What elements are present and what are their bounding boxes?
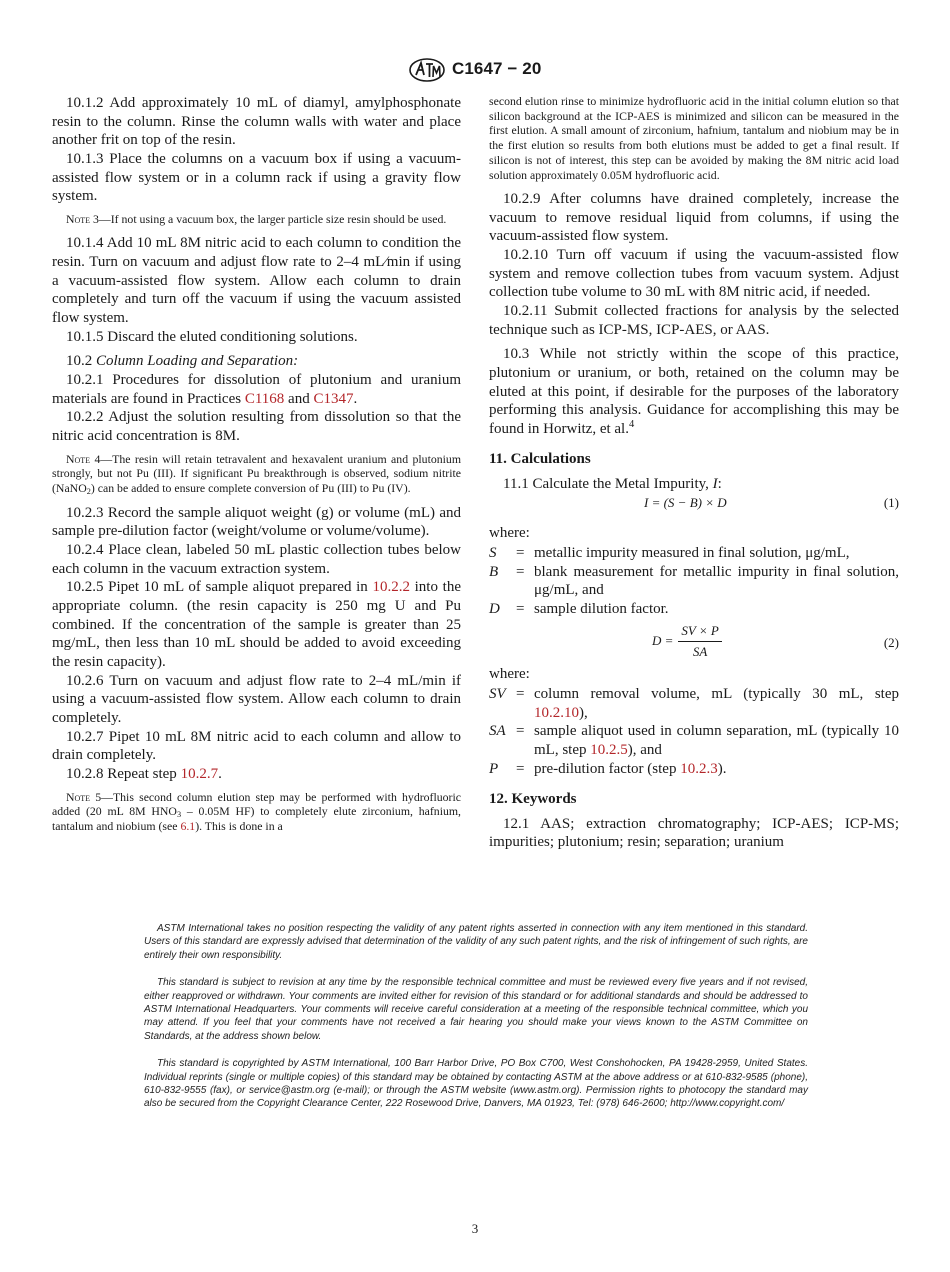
definition-sv-text: column removal volume, mL (typically 30 mL, step <box>534 686 899 703</box>
definition-row <box>489 563 899 600</box>
note-5 <box>52 790 461 834</box>
note-5-continued: second elution rinse to minimize hydrofluoric acid in the initial column elution so that silicon background at the ICP-AES is minimized and silicon can be measured in the first elution. A small amount of zirconium, hafnium, tantalum and niobium may be in the first elution so results from both elutions must be added to get a final result. If silicon is not of interest, this step can be avoided by making the 8M nitric acid load solution approximately 0.05M hydrofluoric acid. <box>489 94 899 182</box>
para-10-2-1-text: 10.2.1 Procedures for dissolution of plutonium and uranium materials are found in Practices <box>52 371 461 407</box>
para-10-1-4: 10.1.4 Add 10 mL 8M nitric acid to each column to condition the resin. Turn on vacuum and adjust flow rate to 2–4 mL⁄min if using a vacuum-assisted flow system. Allow each column to drain completely and turn off the vacuum if using the vacuum assisted flow system. <box>52 235 461 326</box>
para-10-2-8-text: 10.2.8 Repeat step <box>66 765 181 782</box>
equation-2 <box>489 622 899 660</box>
note-4 <box>52 452 461 496</box>
equation-2-lhs: D = <box>652 633 674 649</box>
note-5-text-a: —This second column elution step may be performed with hydrofluoric added (20 mL 8M HNO <box>52 789 461 819</box>
definitions-1 <box>489 544 899 618</box>
link-6-1[interactable]: 6.1 <box>180 818 196 833</box>
equation-1-body: I = (S − B) × D <box>644 494 727 510</box>
link-10-2-7[interactable]: 10.2.7 <box>180 765 219 782</box>
para-11-1-var: I <box>712 475 718 492</box>
definition-symbol: P <box>489 760 499 777</box>
equation-2-denominator: SA <box>692 644 708 660</box>
definition-equals: = <box>516 563 525 580</box>
link-c1168[interactable]: C1168 <box>244 390 285 407</box>
definitions-2 <box>489 685 899 778</box>
definition-row-sa <box>489 722 899 759</box>
section-11-heading: 11. Calculations <box>489 451 591 468</box>
link-10-2-3[interactable]: 10.2.3 <box>680 760 718 777</box>
note-3-text: —If not using a vacuum box, the larger particle size resin should be used. <box>98 211 447 226</box>
para-10-1-3: 10.1.3 Place the columns on a vacuum box if using a vacuum-assisted flow system or in a column rack if using a gravity flow system. <box>52 150 461 205</box>
note-4-label: Note 4 <box>66 451 101 466</box>
para-10-2-2: 10.2.2 Adjust the solution resulting from dissolution so that the nitric acid concentration is 8M. <box>52 409 461 444</box>
where-label-2: where: <box>489 665 530 682</box>
astm-logo-icon <box>409 58 445 82</box>
page-number: 3 <box>471 1221 479 1236</box>
link-10-2-2[interactable]: 10.2.2 <box>372 579 410 596</box>
definition-text: metallic impurity measured in final solution, μg/mL, <box>534 545 850 562</box>
legal-notice <box>144 922 808 1125</box>
section-10-2-heading <box>52 352 461 371</box>
para-10-2-8-end: . <box>218 765 222 782</box>
definition-symbol: S <box>489 545 497 562</box>
note-5-subscript: 3 <box>176 810 182 820</box>
equation-2-body <box>652 622 722 660</box>
definition-row <box>489 544 899 563</box>
note-5-label: Note 5 <box>66 789 102 804</box>
definition-row-sv <box>489 685 899 722</box>
para-10-2-6: 10.2.6 Turn on vacuum and adjust flow rate to 2–4 mL/min if using a vacuum-assisted flow system. Allow each column to drain completely. <box>52 672 461 726</box>
section-10-2-title: Column Loading and Separation: <box>96 353 299 370</box>
definition-symbol: SV <box>489 686 506 703</box>
para-12-1: 12.1 AAS; extraction chromatography; ICP-AES; ICP-MS; impurities; plutonium; resin; separation; uranium <box>489 815 899 851</box>
page-header <box>0 58 950 84</box>
link-c1347[interactable]: C1347 <box>313 390 354 407</box>
equation-2-fraction <box>678 622 721 662</box>
para-11-1-end: : <box>717 475 722 492</box>
para-10-1-2: 10.1.2 Add approximately 10 mL of diamyl, amylphosphonate resin to the column. Rinse the column walls with water and place another frit on top of the resin. <box>52 95 461 149</box>
note-5-text-c: ). This is done in a <box>195 818 283 833</box>
para-10-2-10: 10.2.10 Turn off vacuum if using the vacuum-assisted flow system and remove collection tubes from vacuum system. Adjust collection tube volume to 30 mL with 8M nitric acid, if needed. <box>489 247 899 301</box>
para-10-2-1-mid: and <box>284 390 314 407</box>
definition-text <box>534 760 899 779</box>
para-10-2-4: 10.2.4 Place clean, labeled 50 mL plastic collection tubes below each column in the vacuum extraction system. <box>52 542 461 577</box>
definition-p-text: pre-dilution factor (step <box>534 760 681 777</box>
definition-row-p <box>489 760 899 779</box>
para-10-2-5-text-a: 10.2.5 Pipet 10 mL of sample aliquot prepared in <box>66 579 373 596</box>
link-10-2-5[interactable]: 10.2.5 <box>590 742 628 759</box>
para-11-1-text: 11.1 Calculate the Metal Impurity, <box>503 475 713 492</box>
note-4-subscript: 2 <box>86 487 91 497</box>
legal-revision-notice: This standard is subject to revision at any time by the responsible technical committee and must be reviewed every five years and if not revised, either reapproved or withdrawn. Your comments are invited either for revision of this standard or for additional standards and should be addressed to ASTM International Headquarters. Your comments will receive careful consideration at a meeting of the responsible technical committee, which you may attend. If you feel that your comments have not received a fair hearing you should make your views known to the ASTM Committee on Standards, at the address shown below. <box>144 977 808 1042</box>
definition-equals: = <box>516 601 525 618</box>
definition-symbol: D <box>489 601 500 618</box>
para-10-2-5-text-b: into the appropriate column. (the resin capacity is 250 mg U and Pu combined. If the concentration of the sample is greater than 25 mg/mL, then less than 10 mL should be added to avoid exceeding the resin capacity). <box>52 579 461 670</box>
definition-row <box>489 600 899 619</box>
definition-equals: = <box>516 760 525 777</box>
para-10-2-9: 10.2.9 After columns have drained completely, increase the vacuum to remove residual liquid from columns, if using the vacuum-assisted flow system. <box>489 191 899 245</box>
note-4-text-a: —The resin will retain tetravalent and hexavalent uranium and plutonium strongly, but not Pu (III). If significant Pu breakthrough is observed, sodium nitrite (NaNO <box>52 451 461 495</box>
definition-text <box>534 722 899 759</box>
para-10-1-5: 10.1.5 Discard the eluted conditioning solutions. <box>66 328 358 345</box>
legal-copyright-notice: This standard is copyrighted by ASTM International, 100 Barr Harbor Drive, PO Box C700, West Conshohocken, PA 19428-2959, United States. Individual reprints (single or multiple copies) of this standard may be obtained by contacting ASTM at the above address or at 610-832-9585 (phone), 610-832-9555 (fax), or service@astm.org (e-mail); or through the ASTM website (www.astm.org). Permission rights to photocopy the standard may also be secured from the Copyright Clearance Center, 222 Rosewood Drive, Danvers, MA 01923, Tel: (978) 646-2600; http://www.copyright.com/ <box>144 1058 808 1110</box>
definition-symbol: SA <box>489 723 506 740</box>
note-4-text-b: ) can be added to ensure complete conversion of Pu (III) to Pu (IV). <box>90 480 411 495</box>
definition-p-end: ). <box>717 760 727 777</box>
equation-1 <box>489 494 899 518</box>
note-3 <box>52 212 461 227</box>
definition-sv-end: ), <box>579 704 588 721</box>
note-3-label: Note 3 <box>66 211 99 226</box>
para-10-2-8 <box>52 765 461 784</box>
definition-text: sample dilution factor. <box>534 601 669 618</box>
definition-sa-text: sample aliquot used in column separation, mL (typically 10 mL, step <box>534 723 899 759</box>
para-10-2-3: 10.2.3 Record the sample aliquot weight (g) or volume (mL) and sample pre-dilution factor (weight/volume or volume/volume). <box>52 504 461 540</box>
equation-2-numerator: SV × P <box>678 622 721 643</box>
para-10-2-7: 10.2.7 Pipet 10 mL 8M nitric acid to each column and allow to drain completely. <box>52 728 461 764</box>
definition-symbol: B <box>489 563 499 580</box>
note-5-text-b: – 0.05M HF) to completely elute zirconium, hafnium, tantalum and niobium (see <box>52 804 461 833</box>
para-10-2-5 <box>52 578 461 671</box>
where-label-1: where: <box>489 524 530 541</box>
document-number: C1647 − 20 <box>452 59 542 78</box>
definition-text <box>534 685 899 722</box>
link-10-2-10[interactable]: 10.2.10 <box>534 704 579 721</box>
definition-equals: = <box>516 723 525 740</box>
para-11-1 <box>489 475 899 494</box>
definition-equals: = <box>516 686 525 703</box>
legal-patent-notice: ASTM International takes no position respecting the validity of any patent rights asserted in connection with any item mentioned in this standard. Users of this standard are expressly advised that determination of the validity of any such patent rights, and the risk of infringement of such rights, are entirely their own responsibility. <box>144 923 808 961</box>
left-column <box>52 94 461 842</box>
section-12-heading: 12. Keywords <box>489 791 577 808</box>
section-10-2-number: 10.2 <box>66 353 93 370</box>
definition-sa-end: ), and <box>627 742 662 759</box>
equation-1-number: (1) <box>883 494 899 510</box>
definition-text: blank measurement for metallic impurity in final solution, μg/mL, and <box>534 563 899 599</box>
para-10-2-11: 10.2.11 Submit collected fractions for analysis by the selected technique such as ICP-MS, ICP-AES, or AAS. <box>489 303 899 338</box>
para-10-3-text: 10.3 While not strictly within the scope of this practice, plutonium or uranium, or both, retained on the column may be eluted at this point, if desirable for the purposes of the laboratory performing this analysis. Guidance for accomplishing this may be found in Horwitz, et al. <box>489 346 899 437</box>
definition-equals: = <box>516 545 525 562</box>
para-10-3 <box>489 345 899 438</box>
right-column <box>489 94 899 852</box>
para-10-2-1 <box>52 371 461 408</box>
equation-2-number: (2) <box>883 634 899 650</box>
footnote-ref-4: 4 <box>628 418 635 430</box>
para-10-2-1-end: . <box>353 390 358 407</box>
